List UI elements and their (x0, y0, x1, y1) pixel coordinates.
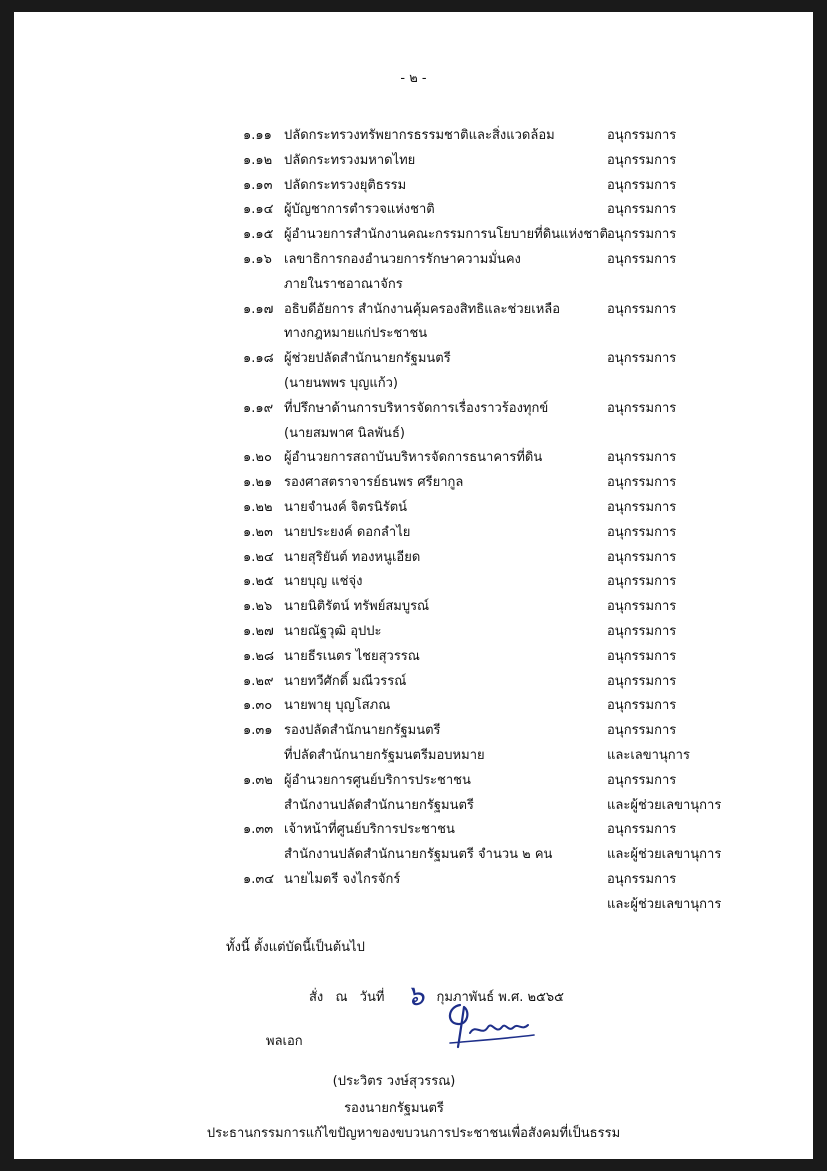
committee-member-entry (14, 595, 813, 620)
entry-member-name: ปลัดกระทรวงยุติธรรม (284, 177, 407, 193)
entry-member-name: นายไมตรี จงไกรจักร์ (284, 871, 401, 887)
entry-role: อนุกรรมการ (607, 475, 677, 491)
committee-member-entry (14, 397, 813, 447)
entry-member-name: นายจำนงค์ จิตรนิรัตน์ (284, 499, 408, 515)
entry-member-name: เจ้าหน้าที่ศูนย์บริการประชาชน (284, 822, 455, 838)
entry-member-name: รองศาสตราจารย์ธนพร ศรียากูล (284, 475, 464, 491)
entry-number: ๑.๒๑ (243, 475, 273, 491)
entry-member-name: นายประยงค์ ดอกลำไย (284, 524, 411, 540)
entry-number: ๑.๑๘ (243, 351, 274, 367)
entry-line (14, 248, 813, 273)
entry-role: อนุกรรมการ (607, 177, 677, 193)
committee-member-entry (14, 471, 813, 496)
entry-line (14, 570, 813, 595)
entry-member-name: (นายนพพร บุญแก้ว) (284, 375, 398, 391)
entry-role: อนุกรรมการ (607, 599, 677, 615)
entry-line (14, 471, 813, 496)
committee-member-entry (14, 570, 813, 595)
entry-line (14, 794, 813, 819)
committee-member-entry (14, 198, 813, 223)
entry-role: อนุกรรมการ (607, 822, 677, 838)
entry-role: อนุกรรมการ (607, 400, 677, 416)
entry-number: ๑.๑๑ (243, 128, 272, 143)
entry-line (14, 496, 813, 521)
committee-member-entry (14, 223, 813, 248)
entry-number: ๑.๒๙ (243, 673, 274, 689)
signer-name: (ประวิตร วงษ์สุวรรณ) (332, 1074, 456, 1089)
entry-role: อนุกรรมการ (607, 549, 677, 565)
entry-member-name: ที่ปลัดสำนักนายกรัฐมนตรีมอบหมาย (284, 747, 485, 763)
committee-member-entry (14, 149, 813, 174)
entry-role: และผู้ช่วยเลขานุการ (607, 847, 722, 863)
entry-line (14, 521, 813, 546)
entry-role: อนุกรรมการ (607, 128, 677, 143)
entry-role: อนุกรรมการ (607, 673, 677, 689)
entry-member-name: ที่ปรึกษาด้านการบริหารจัดการเรื่องราวร้องทุกข์ (284, 400, 549, 416)
entry-line (14, 769, 813, 794)
committee-member-entry (14, 769, 813, 819)
entry-number: ๑.๑๔ (243, 202, 274, 218)
handwritten-signature (442, 997, 542, 1052)
entry-line (14, 372, 813, 397)
signer-position: รองนายกรัฐมนตรี (344, 1101, 444, 1116)
entry-role: อนุกรรมการ (607, 648, 677, 664)
entry-member-name: ผู้บัญชาการตำรวจแห่งชาติ (284, 202, 435, 218)
page-number: - ๒ - (400, 71, 427, 86)
entry-number: ๑.๒๖ (243, 599, 273, 615)
entry-role: อนุกรรมการ (607, 301, 677, 317)
entry-role: อนุกรรมการ (607, 351, 677, 367)
entry-role: อนุกรรมการ (607, 623, 677, 639)
entry-line (14, 397, 813, 422)
entry-line (14, 546, 813, 571)
committee-member-entry (14, 694, 813, 719)
entry-number: ๑.๓๐ (243, 698, 273, 714)
entry-line (14, 670, 813, 695)
entry-member-name: ปลัดกระทรวงมหาดไทย (284, 152, 416, 168)
committee-member-entry (14, 620, 813, 645)
entry-line (14, 868, 813, 893)
entry-number: ๑.๓๔ (243, 871, 275, 887)
entry-member-name: ทางกฎหมายแก่ประชาชน (284, 326, 428, 342)
committee-member-entry (14, 521, 813, 546)
entry-member-name: ผู้อำนวยการสถาบันบริหารจัดการธนาคารที่ดิน (284, 450, 543, 466)
handwritten-day: ๖ (406, 979, 425, 1012)
effective-statement: ทั้งนี้ ตั้งแต่บัดนี้เป็นต้นไป (226, 940, 365, 955)
entry-line (14, 223, 813, 248)
entry-role: อนุกรรมการ (607, 202, 677, 218)
entry-member-name: เลขาธิการกองอำนวยการรักษาความมั่นคง (284, 251, 521, 267)
entry-number: ๑.๒๓ (243, 524, 273, 540)
entry-member-name: สำนักงานปลัดสำนักนายกรัฐมนตรี (284, 797, 474, 813)
entry-number: ๑.๒๕ (243, 574, 274, 590)
entry-member-name: อธิบดีอัยการ สำนักงานคุ้มครองสิทธิและช่วยเหลือ (284, 301, 561, 317)
entry-line (14, 174, 813, 199)
entry-member-name: ปลัดกระทรวงทรัพยากรธรรมชาติและสิ่งแวดล้อม (284, 128, 555, 143)
entry-line (14, 694, 813, 719)
committee-member-entry (14, 496, 813, 521)
entry-member-name: สำนักงานปลัดสำนักนายกรัฐมนตรี จำนวน ๒ คน (284, 847, 553, 863)
entry-role: อนุกรรมการ (607, 723, 677, 739)
entry-role: และผู้ช่วยเลขานุการ (607, 896, 722, 912)
entry-member-name: นายพายุ บุญโสภณ (284, 698, 391, 714)
entry-role: อนุกรรมการ (607, 524, 677, 540)
entry-line (14, 843, 813, 868)
entry-number: ๑.๓๑ (243, 723, 273, 739)
entry-member-name: ภายในราชอาณาจักร (284, 276, 403, 292)
entry-role: อนุกรรมการ (607, 772, 677, 788)
entry-role: และเลขานุการ (607, 747, 690, 763)
document-page (14, 12, 813, 1159)
entry-role: อนุกรรมการ (607, 152, 677, 168)
entry-member-name: นายบุญ แช่จุ่ง (284, 574, 363, 590)
committee-member-entry (14, 298, 813, 348)
entry-line (14, 124, 813, 149)
entry-line (14, 422, 813, 447)
entry-member-name: รองปลัดสำนักนายกรัฐมนตรี (284, 723, 441, 739)
entry-line (14, 719, 813, 744)
entry-number: ๑.๒๐ (243, 450, 272, 466)
entry-number: ๑.๒๘ (243, 648, 274, 664)
ordered-word: สั่ง (309, 990, 324, 1005)
entry-role: อนุกรรมการ (607, 871, 677, 887)
entry-member-name: นายณัฐวุฒิ อุปปะ (284, 623, 382, 639)
committee-member-entry (14, 670, 813, 695)
entry-number: ๑.๒๗ (243, 623, 274, 639)
entry-line (14, 645, 813, 670)
entry-line (14, 322, 813, 347)
day-label: วันที่ (359, 990, 385, 1005)
entry-number: ๑.๓๓ (243, 822, 274, 838)
entry-role: อนุกรรมการ (607, 251, 677, 267)
entry-role: อนุกรรมการ (607, 450, 677, 466)
entry-line (14, 818, 813, 843)
entry-number: ๑.๑๒ (243, 152, 273, 168)
signer-rank: พลเอก (266, 1034, 303, 1049)
committee-member-entry (14, 719, 813, 769)
committee-member-entry (14, 546, 813, 571)
entry-line (14, 298, 813, 323)
entry-member-name: นายนิติรัตน์ ทรัพย์สมบูรณ์ (284, 599, 430, 615)
entry-line (14, 893, 813, 918)
entry-role: อนุกรรมการ (607, 574, 677, 590)
committee-member-list (14, 124, 813, 918)
entry-number: ๑.๑๙ (243, 400, 274, 416)
committee-member-entry (14, 645, 813, 670)
entry-line (14, 273, 813, 298)
entry-line (14, 347, 813, 372)
entry-line (14, 744, 813, 769)
entry-line (14, 620, 813, 645)
committee-member-entry (14, 174, 813, 199)
entry-member-name: ผู้ช่วยปลัดสำนักนายกรัฐมนตรี (284, 351, 451, 367)
committee-member-entry (14, 248, 813, 298)
committee-member-entry (14, 347, 813, 397)
entry-number: ๑.๒๔ (243, 549, 274, 565)
entry-role: อนุกรรมการ (607, 698, 677, 714)
entry-number: ๑.๓๒ (243, 772, 273, 788)
entry-member-name: นายทวีศักดิ์ มณีวรรณ์ (284, 673, 407, 689)
month-year: กุมภาพันธ์ พ.ศ. ๒๕๖๕ (436, 990, 565, 1005)
entry-number: ๑.๑๓ (243, 177, 273, 193)
entry-line (14, 149, 813, 174)
entry-role: อนุกรรมการ (607, 499, 677, 515)
committee-member-entry (14, 124, 813, 149)
entry-role: อนุกรรมการ (607, 227, 677, 243)
entry-number: ๑.๑๗ (243, 301, 274, 317)
committee-member-entry (14, 446, 813, 471)
committee-member-entry (14, 868, 813, 918)
signer-committee-position: ประธานกรรมการแก้ไขปัญหาของขบวนการประชาชนเพื่อสังคมที่เป็นธรรม (206, 1126, 621, 1141)
entry-member-name: ผู้อำนวยการศูนย์บริการประชาชน (284, 772, 471, 788)
entry-line (14, 198, 813, 223)
entry-role: และผู้ช่วยเลขานุการ (607, 797, 722, 813)
committee-member-entry (14, 818, 813, 868)
entry-member-name: (นายสมพาศ นิลพันธ์) (284, 425, 405, 441)
entry-line (14, 446, 813, 471)
at-word: ณ (335, 990, 348, 1005)
entry-member-name: ผู้อำนวยการสำนักงานคณะกรรมการนโยบายที่ดินแห่งชาติ (284, 227, 608, 243)
entry-member-name: นายธีรเนตร ไชยสุวรรณ (284, 648, 420, 664)
entry-number: ๑.๒๒ (243, 499, 273, 515)
entry-number: ๑.๑๖ (243, 251, 272, 267)
entry-number: ๑.๑๕ (243, 227, 274, 243)
entry-line (14, 595, 813, 620)
entry-member-name: นายสุริยันต์ ทองหนูเอียด (284, 549, 421, 565)
